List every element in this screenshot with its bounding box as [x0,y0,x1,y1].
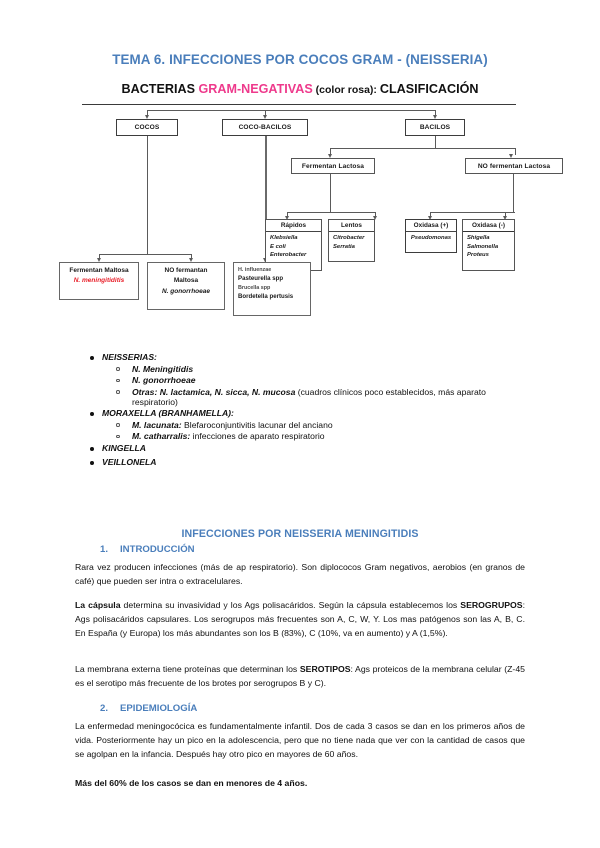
connector-nfl-split [430,212,515,213]
paragraph-text: determina su invasividad y los Ags polisacáridos. Según la cápsula establecemos los [120,600,461,610]
box-item: Brucella spp [238,284,271,291]
diagram-divider [82,104,516,105]
diagram-box-no-fermentan-maltosa [147,262,225,310]
connector-nofermlac [515,148,516,155]
diagram-box-no-fermentan-lactosa [465,158,563,174]
diagram-box-oxidasa-negativa [462,219,515,271]
bullet-label: Otras: N. lactamica, N. sicca, N. mucosa [132,386,296,397]
connector-fl-split [287,212,375,213]
diagram-box-coco-bacilos-list [233,262,311,316]
diagram-box-fermentan-lactosa [291,158,375,174]
box-item: Pasteurella spp [238,275,284,283]
subsection-label: EPIDEMIOLOGÍA [120,703,198,714]
connector-nfl-down [513,174,514,212]
connector-bacilos-down [435,136,436,148]
diagram-box-cocos [116,119,178,136]
box-item: H. influenzae [238,267,272,273]
bullet-n-meningitidis [88,364,528,374]
connector-cocos-down [147,136,148,254]
section-heading: INFECCIONES POR NEISSERIA MENINGITIDIS [181,528,419,540]
bullet-neisserias: NEISSERIAS: [88,352,528,362]
bullet-kingella: KINGELLA [88,443,528,453]
connector-fl-down [330,174,331,212]
bullet-detail: infecciones de aparato respiratorio [190,431,325,441]
bullet-detail: Blefaroconjuntivitis lacunar del anciano [181,419,333,430]
diagram-box-coco-bacilos [222,119,308,136]
box-item: E coli [270,243,286,250]
box-item: Proteus [467,252,489,259]
box-header: Oxidasa (+) [406,220,456,232]
diagram-box-bacilos [405,119,465,136]
box-item: Pseudomonas [410,235,452,241]
organism-bullet-list [88,352,528,468]
box-item: Citrobacter [333,235,365,241]
box-item: Bordetella pertusis [238,293,294,301]
box-items [406,232,456,245]
box-line: N. gonorrhoeae [161,287,211,295]
subsection-introduccion [100,544,195,555]
box-header: Rápidos [266,220,321,232]
page-title: TEMA 6. INFECCIONES POR COCOS GRAM - (NEISSERIA) [112,52,488,67]
paragraph-serotipos [75,662,525,690]
diagram-title-prefix: BACTERIAS [121,82,199,96]
diagram-title-paren: (color rosa): [312,84,380,96]
box-header: Lentos [329,220,374,232]
paragraph-epidemiologia-bold: Más del 60% de los casos se dan en menores de 4 años. [75,778,308,788]
subsection-label: INTRODUCCIÓN [120,544,195,555]
paragraph-introduccion: Rara vez producen infecciones (más de ap respiratorio). Son diplococos Gram negativos, aerobios (en granos de café) que pueden ser intra o extracelulares. [75,562,525,587]
paragraph-capsula [75,598,525,640]
bullet-veillonela: VEILLONELA [88,457,528,467]
paragraph-bold-serotipos: SEROTIPOS [299,664,351,674]
bullet-m-catharralis [88,431,528,441]
classification-diagram [69,82,551,347]
box-line: NO fermantan [164,267,208,274]
box-line-highlight: N. meningitiditis [73,277,125,285]
bullet-detail: (cuadros clínicos poco establecidos, más aparato respiratorio) [132,386,486,407]
bullet-n-gonorrhoeae [88,375,528,385]
diagram-title [85,82,515,96]
box-line: Maltosa [173,277,199,285]
bullet-label: N. Meningitidis [132,363,194,374]
box-label: COCO-BACILOS [238,124,292,131]
connector-bacilos-split [330,148,515,149]
connector-top-h [147,110,435,111]
box-header: Oxidasa (-) [463,220,514,232]
paragraph-text: : Ags proteicos de la membrana celular (Z-45 es el serotipo más frecuente de los brotes por serogrupos B y C). [75,664,525,689]
diagram-box-oxidasa-positiva [405,219,457,253]
box-label: Fermentan Lactosa [301,162,365,170]
box-item: Serratia [333,243,355,250]
bullet-moraxella: MORAXELLA (BRANHAMELLA): [88,408,528,418]
box-label: COCOS [134,124,160,131]
box-label: NO fermentan Lactosa [477,162,551,170]
box-items [266,232,321,262]
subsection-number: 1. [100,544,109,555]
paragraph-text: La membrana externa tiene proteínas que determinan los [75,664,300,674]
box-items [463,232,514,262]
bullet-label: N. gonorrhoeae [132,375,196,385]
box-item: Enterobacter [270,252,307,259]
subsection-epidemiologia [100,703,197,714]
paragraph-bold-capsula: La cápsula [75,600,121,610]
box-items [329,232,374,253]
bullet-label: M. lacunata: [132,419,182,430]
box-item: Salmonella [467,243,499,250]
paragraph-bold-serogrupos: SEROGRUPOS [460,600,523,610]
diagram-title-suffix: CLASIFICACIÓN [379,82,479,96]
box-line: Fermentan Maltosa [69,267,129,274]
box-label: BACILOS [419,124,451,131]
bullet-label: M. catharralis: [132,431,191,441]
bullet-otras-neisserias [88,387,528,407]
diagram-box-fermentan-maltosa [59,262,139,300]
box-item: Klebsiella [270,235,298,241]
diagram-box-lentos [328,219,375,262]
paragraph-text: : Ags polisacáridos capsulares. Los serogrupos más frecuentes son A, C, W, Y. Los mas patógenos son las A, B, C. En España (y Europa) los más abundantes son los B (83%), C (10%, va en aumento) y A (1,5%). [75,600,525,639]
subsection-number: 2. [100,703,109,714]
connector-cocos-split [99,254,191,255]
bullet-m-lacunata [88,420,528,430]
paragraph-epidemiologia: La enfermedad meningocócica es fundamentalmente infantil. Dos de cada 3 casos se dan en los primeros años de vida. Posteriormente hay un pico en la adolescencia, pero que no tiene nada que ver con la cantidad de casos que se agolpan en la infancia. Después hay otro pico en mayores de 60 años. [75,721,525,760]
box-item: Shigella [467,235,490,241]
diagram-title-pink: GRAM-NEGATIVAS [198,82,313,96]
